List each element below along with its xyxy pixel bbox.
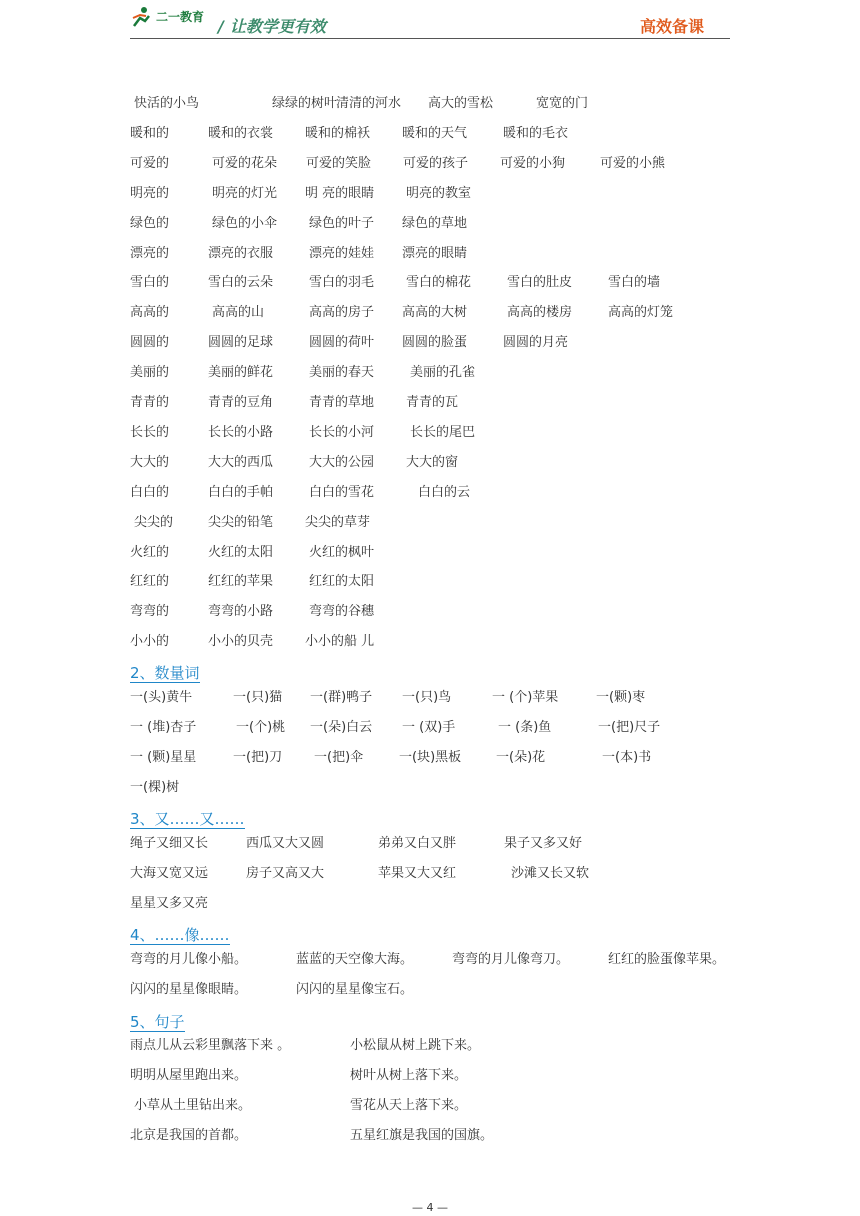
adjectives-item: 可爱的小狗	[500, 155, 566, 171]
adjectives-item: 白白的	[130, 484, 170, 500]
adjectives-item: 圆圆的	[130, 335, 170, 351]
adjectives-item: 青青的草地	[309, 395, 375, 410]
measure-words-item: 一(头)黄牛	[130, 690, 193, 705]
logo-text: 二一教育	[156, 10, 205, 24]
measure-words-item: 一(只)猫	[233, 690, 283, 705]
adjectives-item: 弯弯的	[130, 604, 170, 620]
adjectives-item: 可爱的孩子	[403, 155, 469, 171]
adjectives-item: 暖和的衣裳	[208, 125, 274, 141]
adjectives-item: 宽宽的门	[536, 96, 589, 111]
sentences-item: 树叶从树上落下来。	[350, 1068, 468, 1083]
xiang-item: 闪闪的星星像宝石。	[296, 982, 414, 997]
adjectives-item: 长长的	[130, 424, 170, 440]
adjectives-item: 红红的	[130, 574, 170, 590]
adjectives-item: 雪白的墙	[608, 275, 661, 291]
measure-words-item: 一(个)桃	[236, 720, 286, 735]
adjectives-item: 暖和的	[130, 125, 170, 141]
measure-words-item: 一(棵)树	[130, 780, 180, 795]
adjectives-item: 长长的小河	[309, 424, 375, 440]
adjectives-item: 尖尖的草芽	[305, 514, 371, 530]
sentences-item: 小草从土里钻出来。	[134, 1098, 252, 1113]
adjectives-item: 大大的公园	[309, 454, 375, 470]
measure-words-item: 一(块)黑板	[399, 750, 462, 765]
adjectives-item: 暖和的天气	[402, 125, 468, 141]
xiang-item: 弯弯的月儿像弯刀。	[452, 952, 570, 967]
adjectives-item: 白白的云	[418, 484, 471, 500]
sentences-item: 北京是我国的首都。	[130, 1128, 248, 1143]
measure-words-item: 一(只)鸟	[402, 690, 452, 705]
adjectives-item: 圆圆的月亮	[503, 335, 569, 351]
adjectives-item: 美丽的鲜花	[208, 365, 274, 381]
measure-words-item: 一(把)刀	[233, 750, 283, 765]
adjectives-item: 红红的苹果	[208, 574, 274, 590]
adjectives-item: 高高的房子	[309, 305, 375, 321]
runner-logo-icon	[130, 6, 152, 28]
adjectives-item: 高高的大树	[402, 305, 468, 321]
adjectives-item: 小小的船 儿	[305, 634, 375, 650]
measure-words-item: 一 (个)苹果	[492, 690, 559, 705]
section-heading-you-you: 3、又……又……	[130, 810, 245, 828]
you-you-item: 苹果又大又红	[378, 866, 457, 881]
you-you-item: 大海又宽又远	[130, 866, 209, 881]
adjectives-item: 弯弯的小路	[208, 604, 274, 620]
adjectives-item: 明亮的教室	[406, 185, 472, 201]
measure-words-item: 一(群)鸭子	[310, 690, 373, 705]
adjectives-item: 快活的小鸟	[134, 96, 200, 111]
measure-words-item: 一 (堆)杏子	[130, 720, 197, 735]
adjectives-item: 雪白的	[130, 275, 170, 291]
adjectives-item: 小小的	[130, 634, 170, 650]
adjectives-item: 尖尖的铅笔	[208, 514, 274, 530]
adjectives-item: 青青的瓦	[406, 395, 459, 410]
header-slogan: / 让教学更有效	[218, 17, 326, 36]
header-brand: 高效备课	[639, 17, 704, 36]
sentences-item: 明明从屋里跑出来。	[130, 1068, 248, 1083]
measure-words-item: 一(朵)白云	[310, 720, 373, 735]
adjectives-item: 高高的	[130, 305, 170, 321]
measure-words-item: 一(本)书	[602, 750, 652, 765]
slogan-text: 让教学更有效	[229, 17, 326, 36]
adjectives-item: 明亮的	[130, 185, 170, 201]
adjectives-item: 明 亮的眼睛	[305, 185, 375, 201]
adjectives-item: 白白的雪花	[309, 484, 375, 500]
sentences-item: 小松鼠从树上跳下来。	[350, 1038, 481, 1053]
adjectives-item: 可爱的笑脸	[306, 155, 372, 171]
section-heading-measure-words: 2、数量词	[130, 664, 200, 682]
adjectives-item: 大大的窗	[406, 454, 459, 470]
adjectives-item: 暖和的毛衣	[503, 125, 569, 141]
adjectives-item: 明亮的灯光	[212, 185, 278, 201]
adjectives-item: 美丽的	[130, 365, 170, 381]
you-you-item: 沙滩又长又软	[511, 866, 590, 881]
adjectives-item: 雪白的肚皮	[507, 275, 573, 291]
sentences-item: 五星红旗是我国的国旗。	[350, 1128, 494, 1143]
adjectives-item: 圆圆的荷叶	[309, 335, 375, 351]
you-you-item: 果子又多又好	[504, 836, 583, 851]
adjectives-item: 圆圆的足球	[208, 335, 274, 351]
you-you-item: 西瓜又大又圆	[246, 836, 325, 851]
measure-words-item: 一 (条)鱼	[498, 720, 552, 735]
adjectives-item: 可爱的	[130, 155, 170, 171]
you-you-item: 星星又多又亮	[130, 896, 209, 911]
you-you-item: 弟弟又白又胖	[378, 836, 457, 851]
adjectives-item: 绿色的小伞	[212, 215, 278, 231]
adjectives-item: 高高的楼房	[507, 305, 573, 321]
adjectives-item: 可爱的小熊	[600, 155, 666, 171]
measure-words-item: 一(颗)枣	[596, 690, 646, 705]
adjectives-item: 漂亮的娃娃	[309, 245, 375, 261]
measure-words-item: 一 (颗)星星	[130, 750, 197, 765]
you-you-item: 绳子又细又长	[130, 836, 209, 851]
adjectives-item: 雪白的羽毛	[309, 275, 375, 291]
adjectives-item: 青青的	[130, 395, 170, 410]
adjectives-item: 清清的河水	[336, 96, 402, 111]
adjectives-item: 高高的山	[212, 305, 265, 321]
xiang-item: 弯弯的月儿像小船。	[130, 952, 248, 967]
xiang-item: 闪闪的星星像眼睛。	[130, 982, 248, 997]
adjectives-item: 暖和的棉袄	[305, 125, 371, 141]
sentences-item: 雪花从天上落下来。	[350, 1098, 468, 1113]
adjectives-item: 圆圆的脸蛋	[402, 335, 468, 351]
adjectives-item: 长长的尾巴	[410, 424, 476, 440]
sentences-item: 雨点儿从云彩里飘落下来 。	[130, 1038, 291, 1053]
adjectives-item: 青青的豆角	[208, 395, 274, 410]
adjectives-item: 可爱的花朵	[212, 155, 278, 171]
adjectives-item: 绿绿的树叶	[272, 96, 338, 111]
measure-words-item: 一 (双)手	[402, 720, 456, 735]
adjectives-item: 绿色的叶子	[309, 215, 375, 231]
page-number: — 4 —	[412, 1201, 448, 1214]
section-heading-sentences: 5、句子	[130, 1013, 185, 1031]
adjectives-item: 美丽的孔雀	[410, 365, 476, 381]
adjectives-item: 大大的西瓜	[208, 454, 274, 470]
adjectives-item: 尖尖的	[134, 514, 174, 530]
adjectives-item: 红红的太阳	[309, 574, 375, 590]
adjectives-item: 美丽的春天	[309, 365, 375, 381]
measure-words-item: 一(把)尺子	[598, 720, 661, 735]
adjectives-item: 弯弯的谷穗	[309, 604, 375, 620]
adjectives-item: 火红的	[130, 544, 170, 560]
adjectives-item: 高高的灯笼	[608, 305, 674, 321]
xiang-item: 蓝蓝的天空像大海。	[296, 952, 414, 967]
adjectives-item: 漂亮的眼睛	[402, 245, 468, 261]
section-heading-xiang: 4、……像……	[130, 926, 230, 944]
adjectives-item: 长长的小路	[208, 424, 274, 440]
measure-words-item: 一(朵)花	[496, 750, 546, 765]
adjectives-item: 绿色的	[130, 215, 170, 231]
xiang-item: 红红的脸蛋像苹果。	[608, 952, 726, 967]
adjectives-item: 火红的太阳	[208, 544, 274, 560]
adjectives-item: 雪白的棉花	[406, 275, 472, 291]
adjectives-item: 绿色的草地	[402, 215, 468, 231]
adjectives-item: 漂亮的	[130, 245, 170, 261]
adjectives-item: 雪白的云朵	[208, 275, 274, 291]
adjectives-item: 漂亮的衣服	[208, 245, 274, 261]
you-you-item: 房子又高又大	[246, 866, 325, 881]
adjectives-item: 高大的雪松	[428, 96, 494, 111]
measure-words-item: 一(把)伞	[314, 750, 364, 765]
page-header	[130, 0, 730, 39]
adjectives-item: 白白的手帕	[208, 484, 274, 500]
adjectives-item: 大大的	[130, 454, 170, 470]
adjectives-item: 火红的枫叶	[309, 544, 375, 560]
adjectives-item: 小小的贝壳	[208, 634, 274, 650]
